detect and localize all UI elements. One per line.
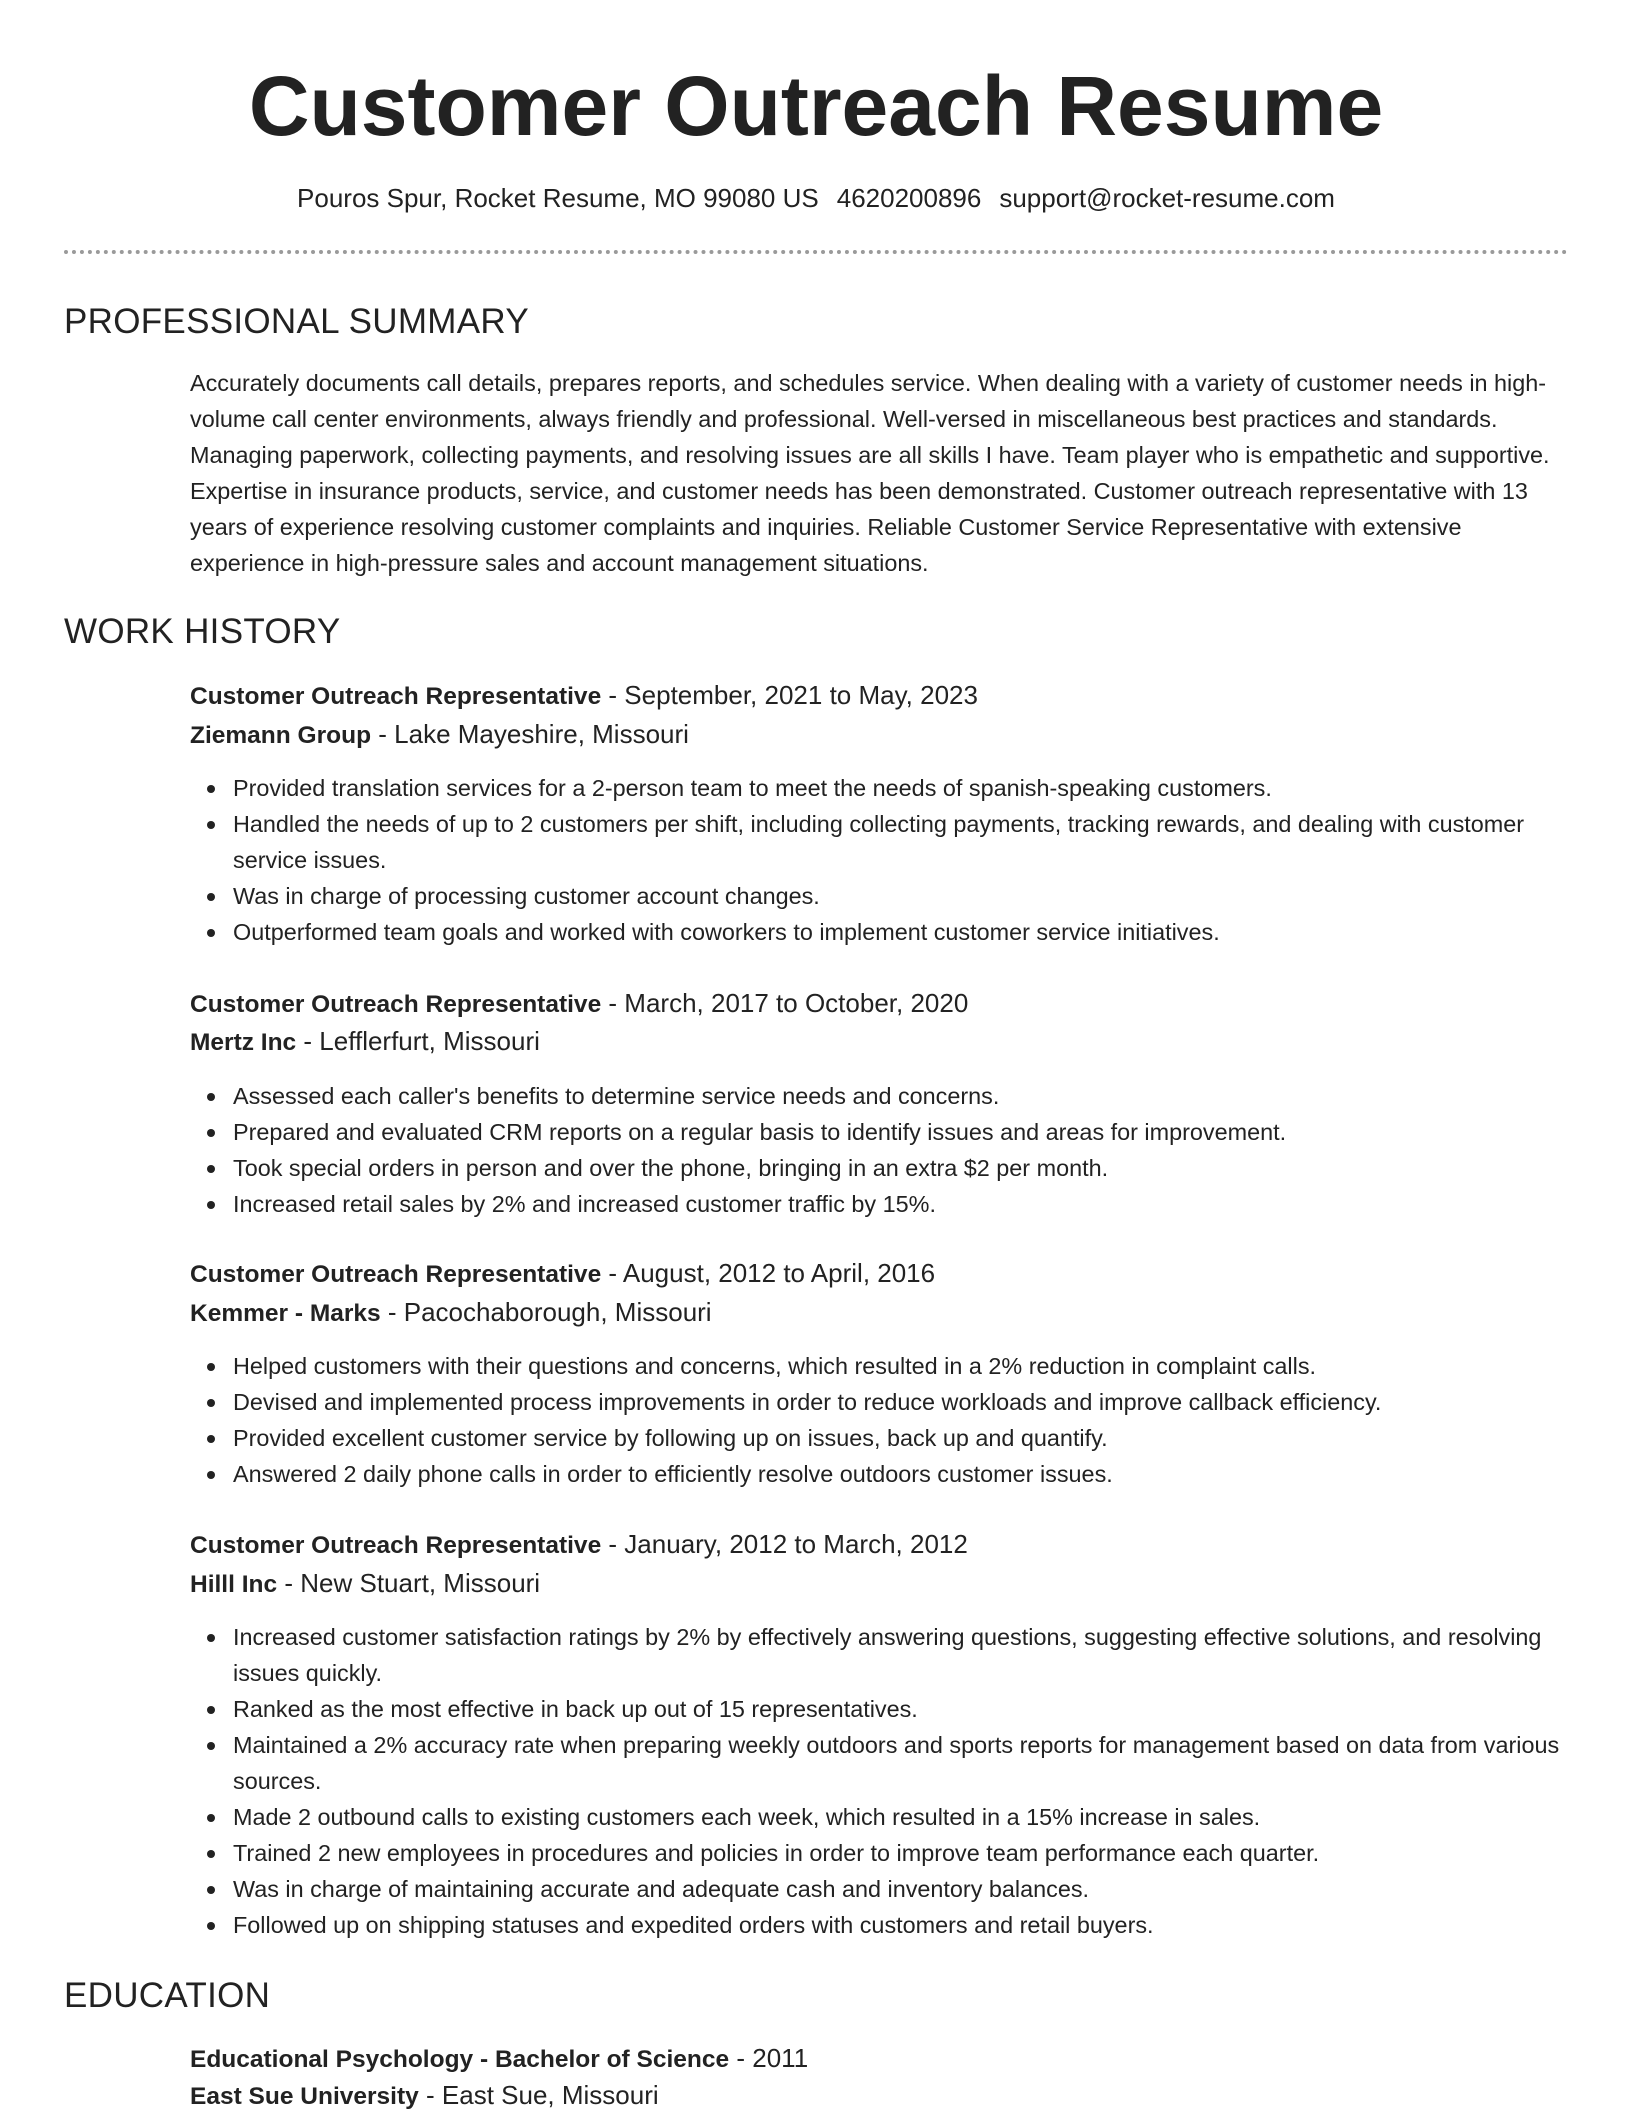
list-item: Devised and implemented process improvements in order to reduce workloads and improve callback efficiency. [190, 1384, 1570, 1420]
list-item: Followed up on shipping statuses and expedited orders with customers and retail buyers. [190, 1907, 1570, 1943]
contact-phone: 4620200896 [836, 183, 982, 213]
education-school-line [190, 2077, 1570, 2115]
job-company: Kemmer - Marks [190, 1300, 381, 1327]
job-bullets [190, 1619, 1570, 1943]
education-degree-line [190, 2040, 1570, 2078]
list-item: Assessed each caller's benefits to determine service needs and concerns. [190, 1078, 1570, 1114]
job-dates: - September, 2021 to May, 2023 [601, 680, 978, 710]
job-dates: - January, 2012 to March, 2012 [601, 1529, 968, 1559]
job-company-line [190, 1023, 1570, 1061]
contact-line [0, 180, 1632, 216]
job-title-line [190, 1255, 1570, 1293]
job-title-line [190, 985, 1570, 1023]
education-degree: Educational Psychology - Bachelor of Science [190, 2046, 730, 2073]
list-item: Answered 2 daily phone calls in order to efficiently resolve outdoors customer issues. [190, 1456, 1570, 1492]
job-title-line [190, 677, 1570, 715]
job-dates: - August, 2012 to April, 2016 [601, 1258, 936, 1288]
list-item: Helped customers with their questions and concerns, which resulted in a 2% reduction in complaint calls. [190, 1348, 1570, 1384]
education-location: - East Sue, Missouri [418, 2080, 659, 2110]
job-location: - Lefflerfurt, Missouri [296, 1026, 540, 1056]
education-school: East Sue University [190, 2083, 419, 2110]
list-item: Prepared and evaluated CRM reports on a regular basis to identify issues and areas for improvement. [190, 1114, 1570, 1150]
list-item: Maintained a 2% accuracy rate when preparing weekly outdoors and sports reports for management based on data from various sources. [190, 1727, 1570, 1799]
job-title-line [190, 1526, 1570, 1564]
education-heading: EDUCATION [64, 1976, 271, 2015]
contact-address: Pouros Spur, Rocket Resume, MO 99080 US [297, 183, 819, 213]
list-item: Increased retail sales by 2% and increased customer traffic by 15%. [190, 1186, 1570, 1222]
job-location: - Pacochaborough, Missouri [380, 1297, 712, 1327]
job-company-line [190, 716, 1570, 754]
job-company-line [190, 1565, 1570, 1603]
summary-heading: PROFESSIONAL SUMMARY [64, 302, 529, 341]
summary-text: Accurately documents call details, prepares reports, and schedules service. When dealing with a variety of customer needs in high-volume call center environments, always friendly and professional. Well-versed in miscellaneous best practices and standards. Managing paperwork, collecting payments, and resolving issues are all skills I have. Team player who is empathetic and supportive. Expertise in insurance products, service, and customer needs has been demonstrated. Customer outreach representative with 13 years of experience resolving customer complaints and inquiries. Reliable Customer Service Representative with extensive experience in high-pressure sales and account management situations. [190, 370, 1550, 576]
list-item: Ranked as the most effective in back up out of 15 representatives. [190, 1691, 1570, 1727]
list-item: Provided excellent customer service by following up on issues, back up and quantify. [190, 1420, 1570, 1456]
job-title: Customer Outreach Representative [190, 683, 602, 710]
job-company: Hilll Inc [190, 1571, 278, 1598]
list-item: Handled the needs of up to 2 customers per shift, including collecting payments, tracking rewards, and dealing with customer service issues. [190, 806, 1570, 878]
work-history-heading: WORK HISTORY [64, 612, 341, 651]
list-item: Was in charge of processing customer account changes. [190, 878, 1570, 914]
job-company: Ziemann Group [190, 722, 372, 749]
job-dates: - March, 2017 to October, 2020 [601, 988, 969, 1018]
list-item: Provided translation services for a 2-person team to meet the needs of spanish-speaking customers. [190, 770, 1570, 806]
list-item: Increased customer satisfaction ratings by 2% by effectively answering questions, suggesting effective solutions, and resolving issues quickly. [190, 1619, 1570, 1691]
header-divider [64, 250, 1568, 254]
list-item: Took special orders in person and over the phone, bringing in an extra $2 per month. [190, 1150, 1570, 1186]
job-bullets [190, 1078, 1570, 1222]
list-item: Was in charge of maintaining accurate and adequate cash and inventory balances. [190, 1871, 1570, 1907]
job-title: Customer Outreach Representative [190, 991, 602, 1018]
job-bullets [190, 770, 1570, 950]
contact-email: support@rocket-resume.com [999, 183, 1335, 213]
job-company: Mertz Inc [190, 1029, 297, 1056]
list-item: Made 2 outbound calls to existing customers each week, which resulted in a 15% increase in sales. [190, 1799, 1570, 1835]
list-item: Trained 2 new employees in procedures and policies in order to improve team performance each quarter. [190, 1835, 1570, 1871]
job-company-line [190, 1294, 1570, 1332]
resume-title: Customer Outreach Resume [248, 59, 1384, 153]
job-title: Customer Outreach Representative [190, 1532, 602, 1559]
education-year: - 2011 [729, 2043, 809, 2073]
job-location: - Lake Mayeshire, Missouri [371, 719, 689, 749]
job-bullets [190, 1348, 1570, 1492]
list-item: Outperformed team goals and worked with coworkers to implement customer service initiatives. [190, 914, 1570, 950]
job-title: Customer Outreach Representative [190, 1261, 602, 1288]
job-location: - New Stuart, Missouri [277, 1568, 541, 1598]
